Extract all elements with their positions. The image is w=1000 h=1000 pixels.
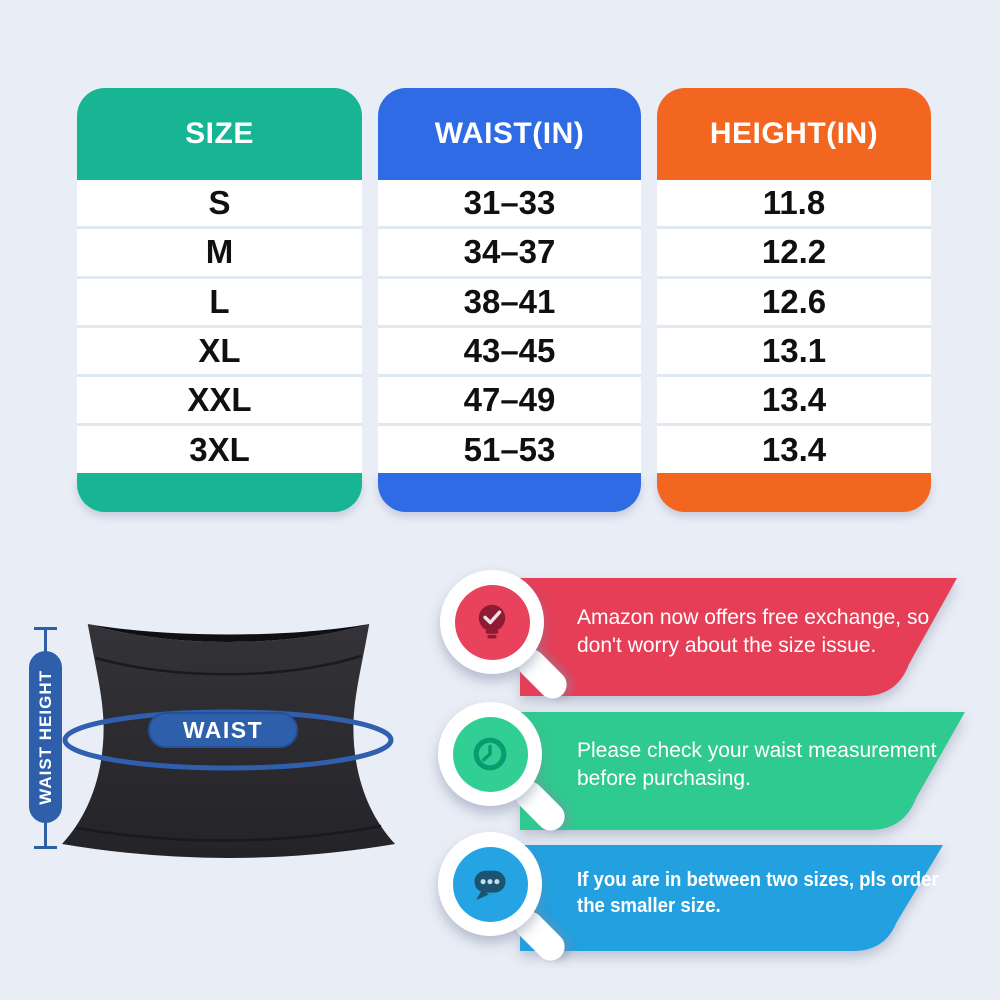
height-cell: 11.8: [657, 180, 931, 226]
waist-label: WAIST: [182, 716, 264, 743]
callout-text: [577, 712, 937, 818]
callout-text: [577, 845, 966, 941]
height-cell: 13.4: [657, 374, 931, 423]
waist-label-pill: [148, 712, 298, 748]
clock-icon: [453, 717, 528, 792]
size-column: [77, 88, 362, 512]
height-column: [657, 88, 931, 512]
size-cell: M: [77, 226, 362, 275]
callout-badge: [440, 570, 544, 674]
size-column-footer-bar: [77, 473, 362, 512]
height-column-footer-bar: [657, 473, 931, 512]
height-column-header: HEIGHT(IN): [657, 88, 931, 180]
callout-line: Please check your waist measurement: [577, 739, 937, 763]
waist-cell: 31–33: [378, 180, 641, 226]
height-cell: 12.6: [657, 276, 931, 325]
waist-cell: 47–49: [378, 374, 641, 423]
callout-badge: [438, 832, 542, 936]
chat-dots-icon: [453, 847, 528, 922]
waist-cell: 38–41: [378, 276, 641, 325]
callout-text: [577, 578, 929, 686]
size-cell: XXL: [77, 374, 362, 423]
lightbulb-check-icon: [455, 585, 530, 660]
size-cell: 3XL: [77, 423, 362, 472]
callout-badge: [438, 702, 542, 806]
waist-height-label: WAIST HEIGHT: [35, 669, 55, 805]
callout-line: the smaller size.: [577, 895, 721, 917]
height-cell: 13.4: [657, 423, 931, 472]
size-column-header: SIZE: [77, 88, 362, 180]
size-cell: XL: [77, 325, 362, 374]
callout-line: If you are in between two sizes, pls order: [577, 868, 939, 891]
height-cell: 13.1: [657, 325, 931, 374]
waist-cell: 34–37: [378, 226, 641, 275]
callout-line: before purchasing.: [577, 767, 751, 790]
waist-column-header: WAIST(IN): [378, 88, 641, 180]
waist-height-label-pill: [29, 651, 62, 823]
waist-column-footer-bar: [378, 473, 641, 512]
size-cell: S: [77, 180, 362, 226]
waist-cell: 51–53: [378, 423, 641, 472]
waist-cell: 43–45: [378, 325, 641, 374]
height-cell: 12.2: [657, 226, 931, 275]
callout-line: don't worry about the size issue.: [577, 634, 877, 657]
size-cell: L: [77, 276, 362, 325]
size-chart-table: [77, 88, 931, 512]
callout-line: Amazon now offers free exchange, so: [577, 606, 930, 630]
waist-column: [378, 88, 641, 512]
measure-cap-top: [34, 627, 57, 630]
measure-cap-bottom: [34, 846, 57, 849]
